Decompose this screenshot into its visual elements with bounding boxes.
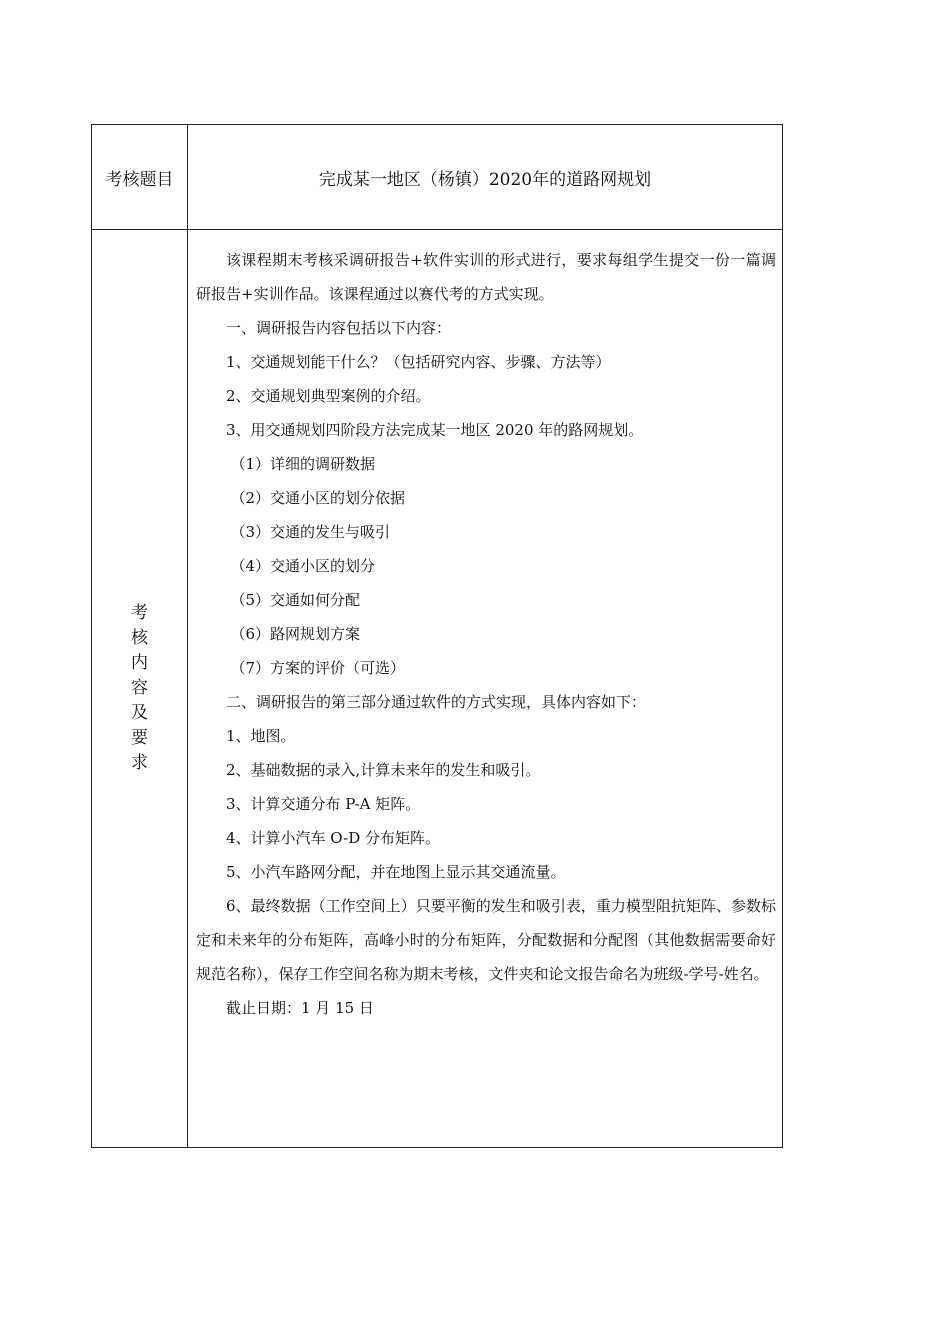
paragraph-subitem: （3）交通的发生与吸引: [230, 523, 391, 541]
paragraph-deadline: 截止日期：1 月 15 日: [226, 999, 374, 1017]
label-char: 及: [131, 703, 148, 723]
paragraph-item: 4、计算小汽车 O-D 分布矩阵。: [226, 829, 441, 847]
paragraph-subitem: （5）交通如何分配: [230, 591, 361, 609]
paragraph-subitem: （4）交通小区的划分: [230, 557, 376, 575]
paragraph-item: 6、最终数据（工作空间上）只要平衡的发生和吸引表，重力模型阻抗矩阵、参数标定和未来年的分布矩阵，高峰小时的分布矩阵，分配数据和分配图（其他数据需要命好规范名称），保存工作空间名称为期末考核，文件夹和论文报告命名为班级-学号-姓名。: [196, 897, 776, 983]
exam-content-row: [92, 230, 783, 1148]
label-char: 内: [131, 653, 148, 673]
paragraph-item: 1、交通规划能干什么？（包括研究内容、步骤、方法等）: [226, 353, 611, 371]
exam-table: [91, 124, 783, 1148]
paragraph-section-1: 一、调研报告内容包括以下内容：: [226, 319, 452, 337]
exam-content-label: [92, 230, 188, 1148]
label-char: 考: [131, 603, 148, 623]
paragraph-subitem: （7）方案的评价（可选）: [230, 659, 406, 677]
paragraph-item: 3、计算交通分布 P-A 矩阵。: [226, 795, 421, 813]
paragraph-item: 5、小汽车路网分配，并在地图上显示其交通流量。: [226, 863, 566, 881]
label-char: 容: [131, 678, 148, 698]
label-char: 求: [131, 753, 148, 773]
exam-topic-title: 完成某一地区（杨镇）2020年的道路网规划: [188, 125, 783, 230]
paragraph-item: 1、地图。: [226, 727, 296, 745]
exam-topic-row: [92, 125, 783, 230]
content-paragraphs: [188, 230, 782, 1025]
exam-topic-label: 考核题目: [92, 125, 188, 230]
label-char: 要: [131, 728, 148, 748]
vertical-label: [92, 601, 187, 776]
exam-content-body: [188, 230, 783, 1148]
paragraph-intro: 该课程期末考核采调研报告+软件实训的形式进行，要求每组学生提交一份一篇调研报告+实训作品。该课程通过以赛代考的方式实现。: [196, 251, 776, 303]
paragraph-item: 2、交通规划典型案例的介绍。: [226, 387, 431, 405]
paragraph-subitem: （2）交通小区的划分依据: [230, 489, 406, 507]
paragraph-subitem: （1）详细的调研数据: [230, 455, 376, 473]
paragraph-section-2: 二、调研报告的第三部分通过软件的方式实现，具体内容如下：: [226, 693, 647, 711]
paragraph-item: 2、基础数据的录入,计算未来年的发生和吸引。: [226, 761, 541, 779]
paragraph-subitem: （6）路网规划方案: [230, 625, 361, 643]
paragraph-item: 3、用交通规划四阶段方法完成某一地区 2020 年的路网规划。: [226, 421, 644, 439]
label-char: 核: [131, 628, 148, 648]
